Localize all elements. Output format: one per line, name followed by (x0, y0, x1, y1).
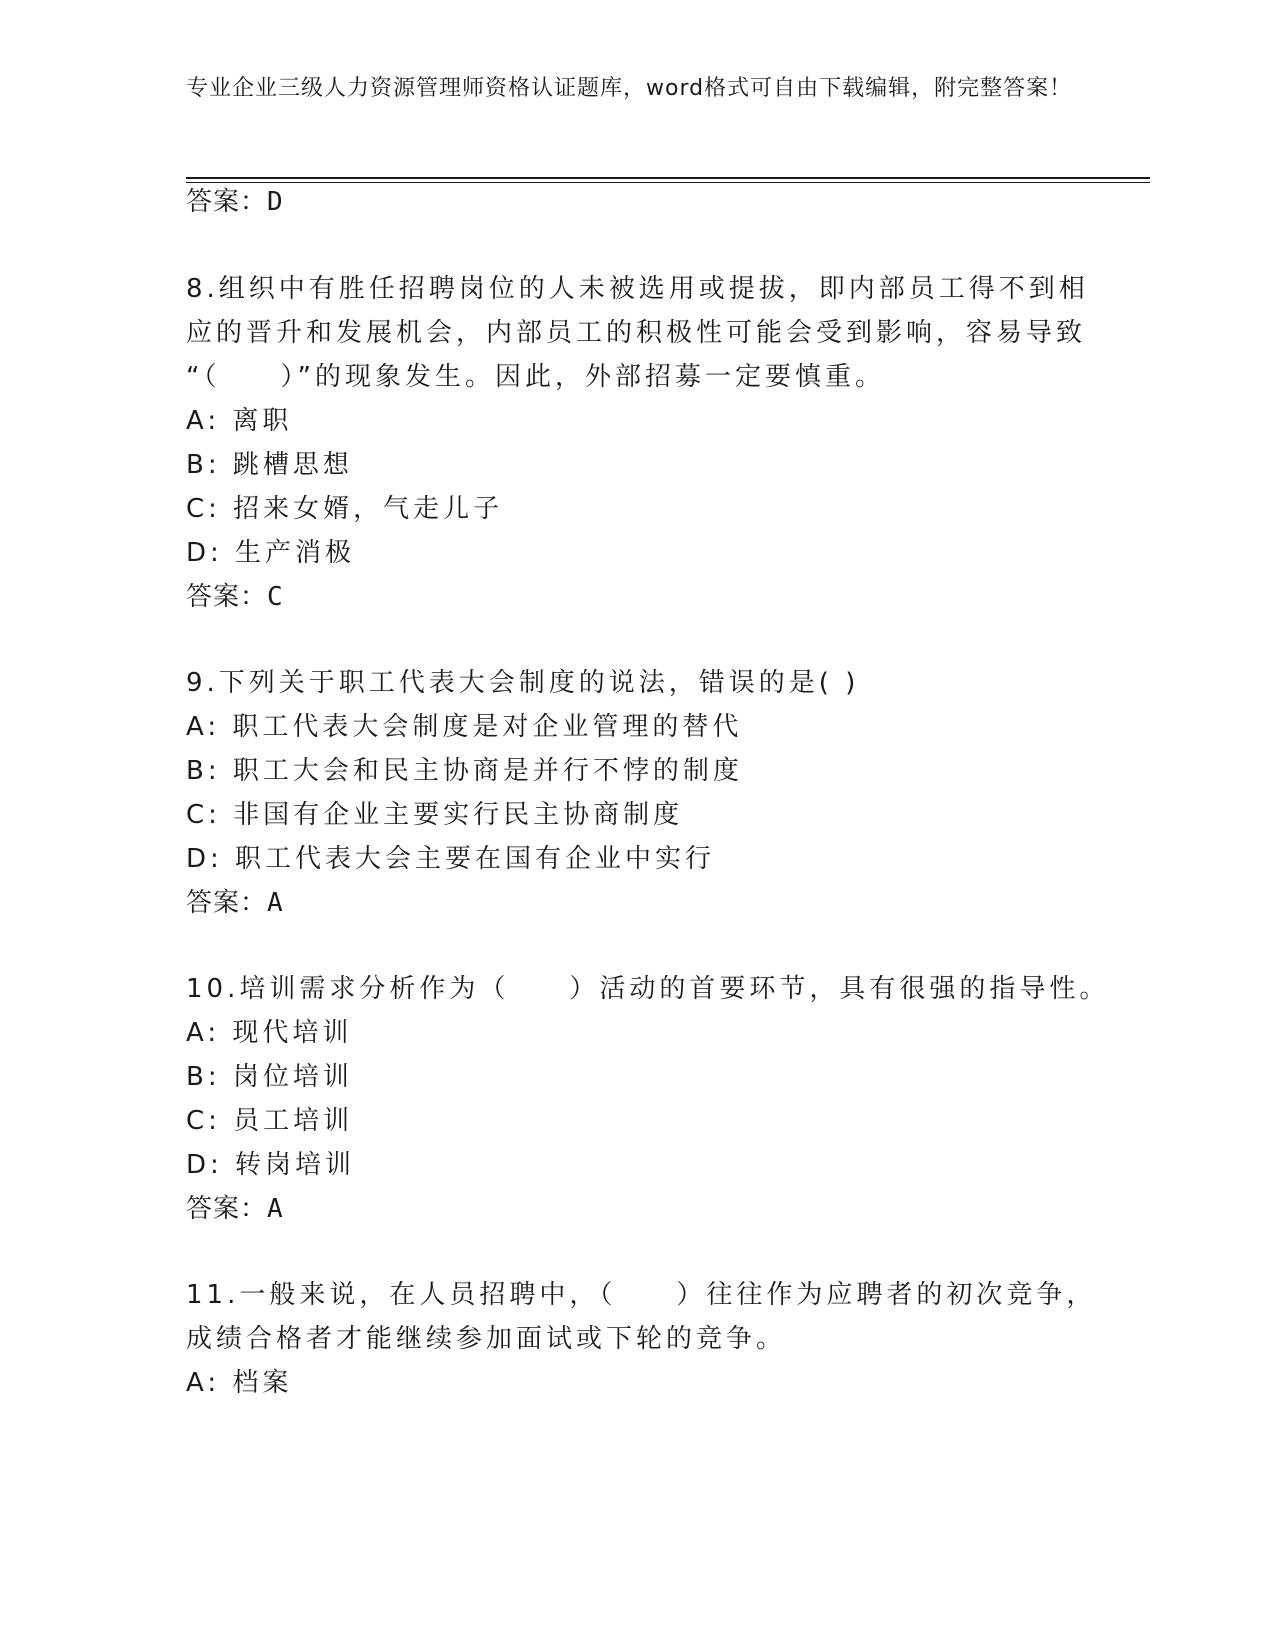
document-header: 专业企业三级人力资源管理师资格认证题库，word格式可自由下载编辑，附完整答案！ (186, 76, 1073, 101)
answer-label: 答案： (186, 1194, 268, 1224)
answer-line (186, 580, 284, 614)
answer-label: 答案： (186, 582, 268, 612)
header-divider (186, 177, 1150, 179)
option-a: A: 档案 (186, 1368, 293, 1398)
question-stem-line: 9.下列关于职工代表大会制度的说法，错误的是( ) (186, 668, 860, 698)
question-stem-line: 11.一般来说，在人员招聘中，（ ）往往作为应聘者的初次竞争， (186, 1280, 1097, 1310)
question-stem-line: 10.培训需求分析作为（ ）活动的首要环节，具有很强的指导性。 (186, 974, 1110, 1004)
option-c: C: 招来女婿，气走儿子 (186, 494, 504, 524)
option-d: D: 转岗培训 (186, 1150, 356, 1180)
option-c: C: 非国有企业主要实行民主协商制度 (186, 800, 684, 830)
option-a: A: 现代培训 (186, 1018, 353, 1048)
option-d: D: 职工代表大会主要在国有企业中实行 (186, 844, 716, 874)
answer-line (186, 185, 284, 219)
option-d: D: 生产消极 (186, 538, 356, 568)
option-b: B: 跳槽思想 (186, 450, 353, 480)
question-stem-line: 8.组织中有胜任招聘岗位的人未被选用或提拔，即内部员工得不到相 (186, 274, 1089, 304)
answer-line (186, 1192, 284, 1226)
answer-value: C (267, 582, 284, 612)
question-stem-line: 应的晋升和发展机会，内部员工的积极性可能会受到影响，容易导致 (186, 318, 1087, 348)
answer-value: A (267, 1194, 284, 1224)
answer-value: A (267, 888, 284, 918)
answer-line (186, 886, 284, 920)
header-divider-thin (186, 182, 1150, 183)
question-stem-line: 成绩合格者才能继续参加面试或下轮的竞争。 (186, 1324, 787, 1354)
answer-value: D (267, 187, 284, 217)
option-a: A: 离职 (186, 406, 293, 436)
answer-label: 答案： (186, 888, 268, 918)
question-stem-line: “（ ）”的现象发生。因此，外部招募一定要慎重。 (186, 362, 885, 392)
option-a: A: 职工代表大会制度是对企业管理的替代 (186, 712, 743, 742)
option-b: B: 职工大会和民主协商是并行不悖的制度 (186, 756, 743, 786)
option-c: C: 员工培训 (186, 1106, 354, 1136)
option-b: B: 岗位培训 (186, 1062, 353, 1092)
answer-label: 答案： (186, 187, 268, 217)
